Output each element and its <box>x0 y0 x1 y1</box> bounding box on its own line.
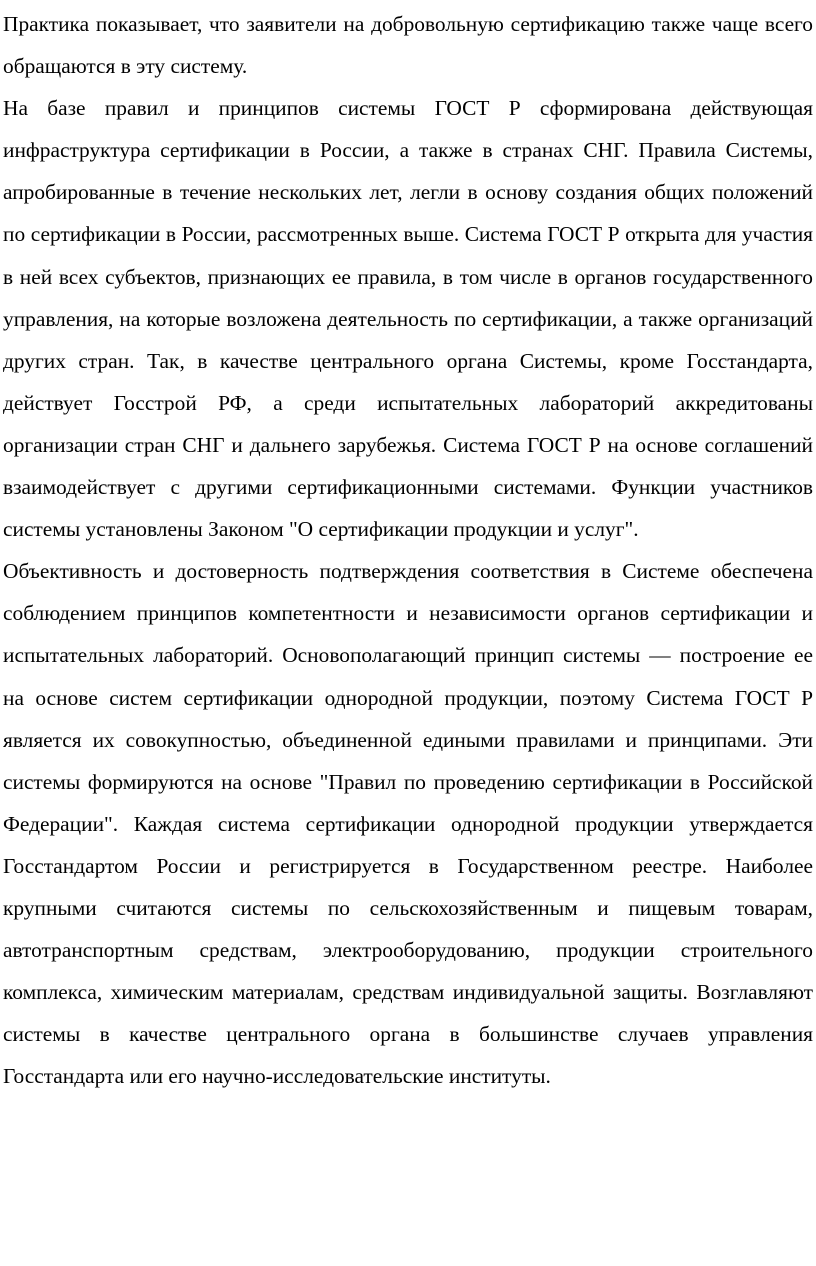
paragraph-gost-infrastructure: На базе правил и принципов системы ГОСТ Р сформирована действующая инфраструктура сертификации в России, а также в странах СНГ. Правила Системы, апробированные в течение нескольких лет, легли в основу создания общих положений по сертификации в России, рассмотренных выше. Система ГОСТ Р открыта для участия в ней всех субъектов, признающих ее правила, в том числе в органов государственного управления, на которые возложена деятельность по сертификации, а также организаций других стран. Так, в качестве центрального органа Системы, кроме Госстандарта, действует Госстрой РФ, а среди испытательных лабораторий аккредитованы организации стран СНГ и дальнего зарубежья. Система ГОСТ Р на основе соглашений взаимодействует с другими сертификационными системами. Функции участников системы установлены Законом "О сертификации продукции и услуг". <box>3 96 813 542</box>
document-page <box>3 3 813 1097</box>
paragraph-intro: Практика показывает, что заявители на добровольную сертификацию также чаще всего обращаются в эту систему. <box>3 12 813 79</box>
paragraph-objectivity: Объективность и достоверность подтверждения соответствия в Системе обеспечена соблюдением принципов компетентности и независимости органов сертификации и испытательных лабораторий. Основополагающий принцип системы — построение ее на основе систем сертификации однородной продукции, поэтому Система ГОСТ Р является их совокупностью, объединенной едиными правилами и принципами. Эти системы формируются на основе "Правил по проведению сертификации в Российской Федерации". Каждая система сертификации однородной продукции утверждается Госстандартом России и регистрируется в Государственном реестре. Наиболее крупными считаются системы по сельскохозяйственным и пищевым товарам, автотранспортным средствам, электрооборудованию, продукции строительного комплекса, химическим материалам, средствам индивидуальной защиты. Возглавляют системы в качестве центрального органа в большинстве случаев управления Госстандарта или его научно-исследовательские институты. <box>3 559 813 1089</box>
